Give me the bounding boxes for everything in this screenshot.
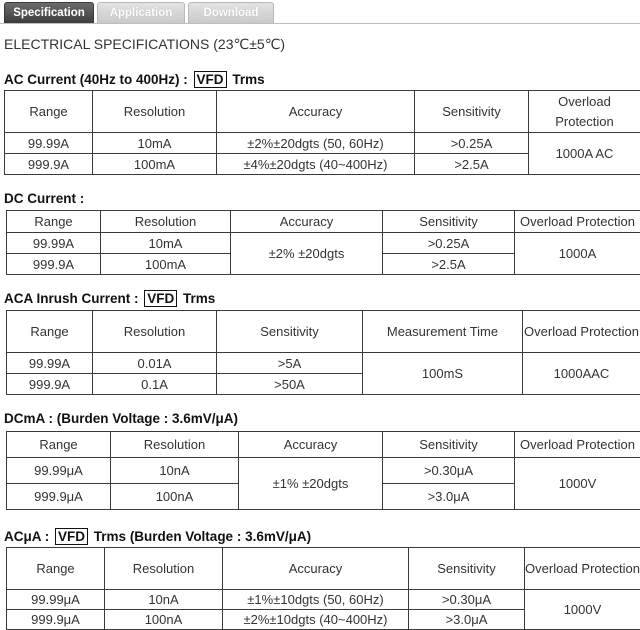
cell-overload: 1000AAC xyxy=(523,353,640,395)
ac-current-suffix: Trms xyxy=(232,72,264,87)
cell-resolution: 100mA xyxy=(93,154,217,175)
dc-current-table xyxy=(6,210,640,275)
header-sensitivity: Sensitivity xyxy=(383,432,515,458)
aca-inrush-title: ACA Inrush Current : xyxy=(4,291,139,306)
header-sensitivity: Sensitivity xyxy=(409,548,525,590)
acua-heading xyxy=(4,528,311,545)
cell-accuracy: ±2%±20dgts (50, 60Hz) xyxy=(217,133,415,154)
cell-sensitivity: >2.5A xyxy=(415,154,529,175)
cell-sensitivity: >3.0μA xyxy=(383,484,515,510)
cell-range: 999.9A xyxy=(7,254,101,275)
page-title: ELECTRICAL SPECIFICATIONS (23℃±5℃) xyxy=(4,36,285,53)
cell-resolution: 10nA xyxy=(105,590,223,610)
header-accuracy: Accuracy xyxy=(217,91,415,133)
cell-resolution: 10mA xyxy=(93,133,217,154)
tab-application[interactable]: Application xyxy=(97,2,185,23)
cell-range: 999.9μA xyxy=(7,610,105,630)
cell-accuracy: ±4%±20dgts (40~400Hz) xyxy=(217,154,415,175)
header-overload-protection: Overload Protection xyxy=(525,548,640,590)
cell-range: 999.9A xyxy=(5,154,93,175)
header-resolution: Resolution xyxy=(93,311,217,353)
dcma-title: DCmA : (Burden Voltage : 3.6mV/μA) xyxy=(4,411,238,426)
dc-current-heading xyxy=(4,191,84,206)
cell-measurement-time: 100mS xyxy=(363,353,523,395)
header-overload-protection: Overload Protection xyxy=(515,432,640,458)
cell-sensitivity: >0.25A xyxy=(415,133,529,154)
cell-range: 99.99A xyxy=(7,233,101,254)
cell-resolution: 100nA xyxy=(105,610,223,630)
header-accuracy: Accuracy xyxy=(231,211,383,233)
cell-sensitivity: >0.30μA xyxy=(383,458,515,484)
header-accuracy: Accuracy xyxy=(223,548,409,590)
cell-range: 99.99A xyxy=(5,133,93,154)
cell-accuracy: ±1% ±20dgts xyxy=(239,458,383,510)
cell-resolution: 100nA xyxy=(111,484,239,510)
tab-download[interactable]: Download xyxy=(188,2,274,23)
header-accuracy: Accuracy xyxy=(239,432,383,458)
cell-overload: 1000A xyxy=(515,233,640,275)
tab-underline xyxy=(0,23,640,24)
header-overload-protection: Overload Protection xyxy=(523,311,640,353)
cell-sensitivity: >0.30μA xyxy=(409,590,525,610)
vfd-badge: VFD xyxy=(194,71,227,88)
cell-resolution: 10mA xyxy=(101,233,231,254)
cell-sensitivity: >5A xyxy=(217,353,363,374)
aca-inrush-table xyxy=(6,310,640,395)
header-range: Range xyxy=(7,311,93,353)
header-range: Range xyxy=(5,91,93,133)
dc-current-title: DC Current : xyxy=(4,191,84,206)
cell-range: 999.9A xyxy=(7,374,93,395)
ac-current-heading xyxy=(4,71,265,88)
acua-title: ACμA : xyxy=(4,529,49,544)
tab-bar xyxy=(4,2,277,24)
header-overload-protection: Overload Protection xyxy=(515,211,640,233)
cell-resolution: 0.01A xyxy=(93,353,217,374)
ac-current-title: AC Current (40Hz to 400Hz) : xyxy=(4,72,188,87)
cell-sensitivity: >0.25A xyxy=(383,233,515,254)
aca-inrush-suffix: Trms xyxy=(183,291,215,306)
cell-overload: 1000V xyxy=(525,590,640,630)
dcma-heading xyxy=(4,411,238,426)
vfd-badge: VFD xyxy=(144,290,177,307)
header-range: Range xyxy=(7,211,101,233)
acua-suffix: Trms (Burden Voltage : 3.6mV/μA) xyxy=(94,529,311,544)
header-range: Range xyxy=(7,432,111,458)
header-sensitivity: Sensitivity xyxy=(415,91,529,133)
cell-range: 99.99A xyxy=(7,353,93,374)
header-resolution: Resolution xyxy=(111,432,239,458)
header-overload-protection: Overload Protection xyxy=(529,91,640,133)
header-resolution: Resolution xyxy=(101,211,231,233)
tab-specification[interactable]: Specification xyxy=(4,2,94,23)
cell-accuracy: ±2% ±20dgts xyxy=(231,233,383,275)
cell-sensitivity: >50A xyxy=(217,374,363,395)
header-sensitivity: Sensitivity xyxy=(217,311,363,353)
cell-accuracy: ±1%±10dgts (50, 60Hz) xyxy=(223,590,409,610)
header-resolution: Resolution xyxy=(105,548,223,590)
cell-resolution: 10nA xyxy=(111,458,239,484)
acua-table xyxy=(6,547,640,630)
header-measurement-time: Measurement Time xyxy=(363,311,523,353)
header-sensitivity: Sensitivity xyxy=(383,211,515,233)
cell-sensitivity: >2.5A xyxy=(383,254,515,275)
dcma-table xyxy=(6,431,640,510)
ac-current-table xyxy=(4,90,640,175)
cell-overload: 1000V xyxy=(515,458,640,510)
cell-sensitivity: >3.0μA xyxy=(409,610,525,630)
cell-range: 99.99μA xyxy=(7,590,105,610)
cell-resolution: 100mA xyxy=(101,254,231,275)
cell-range: 999.9μA xyxy=(7,484,111,510)
aca-inrush-heading xyxy=(4,290,215,307)
header-range: Range xyxy=(7,548,105,590)
cell-resolution: 0.1A xyxy=(93,374,217,395)
vfd-badge: VFD xyxy=(55,528,88,545)
cell-range: 99.99μA xyxy=(7,458,111,484)
cell-accuracy: ±2%±10dgts (40~400Hz) xyxy=(223,610,409,630)
cell-overload: 1000A AC xyxy=(529,133,640,175)
header-resolution: Resolution xyxy=(93,91,217,133)
